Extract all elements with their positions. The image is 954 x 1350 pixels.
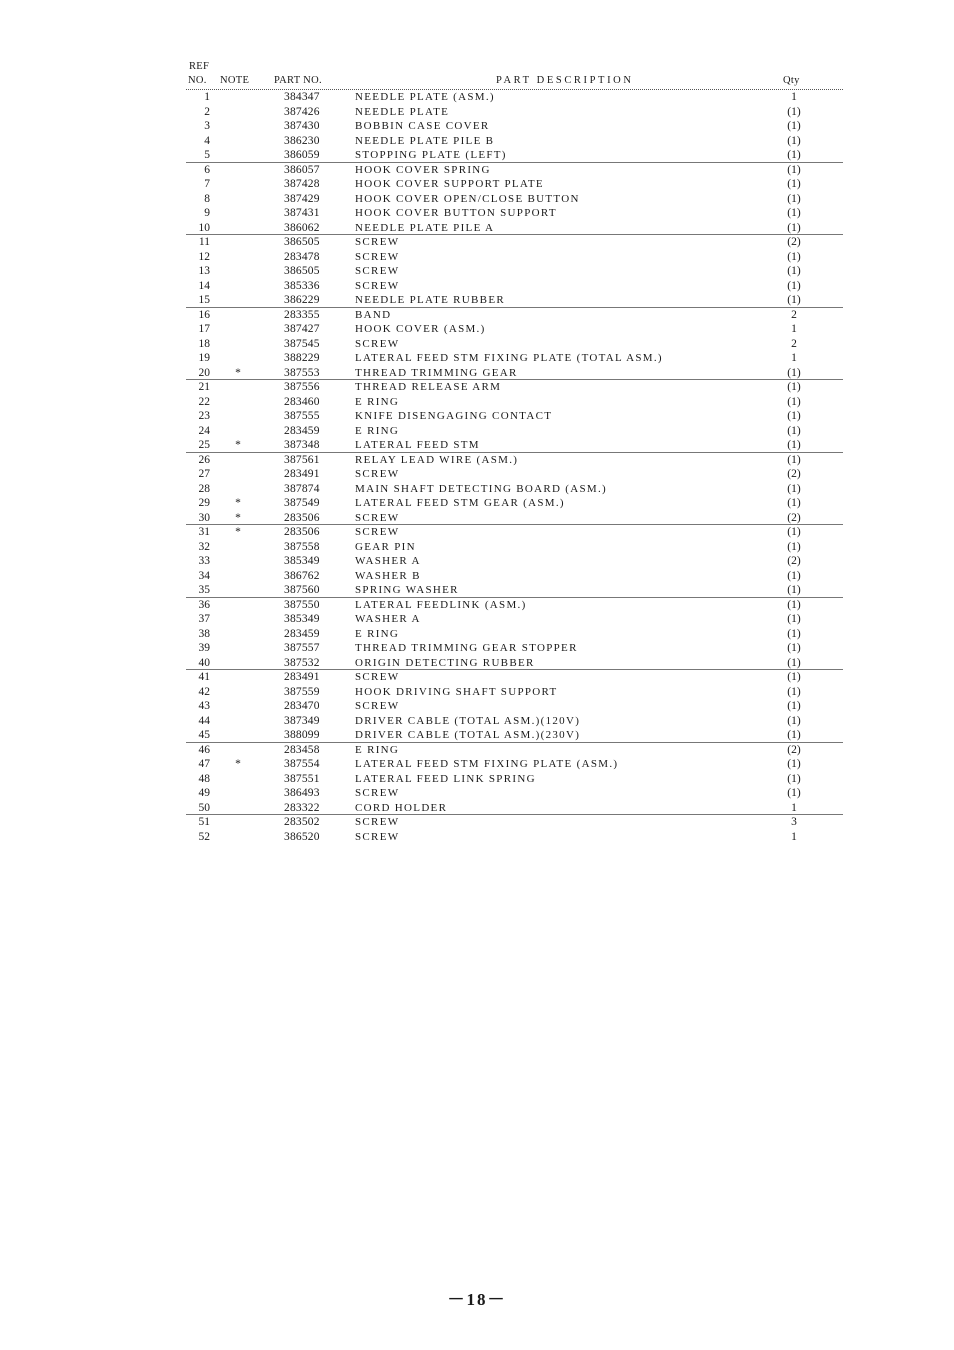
ref-number: 34 bbox=[198, 569, 210, 582]
ref-number: 24 bbox=[198, 424, 210, 437]
quantity: (1) bbox=[787, 497, 801, 509]
part-number: 283459 bbox=[284, 627, 320, 640]
table-row bbox=[186, 293, 843, 308]
table-row bbox=[186, 105, 843, 120]
quantity: (1) bbox=[787, 642, 801, 654]
part-number: 387349 bbox=[284, 714, 320, 727]
table-row bbox=[186, 119, 843, 134]
table-row bbox=[186, 482, 843, 497]
part-description: MAIN SHAFT DETECTING BOARD (ASM.) bbox=[355, 482, 608, 495]
table-row bbox=[186, 583, 843, 598]
part-number: 283355 bbox=[284, 308, 320, 321]
part-description: SCREW bbox=[355, 236, 400, 248]
note-mark: * bbox=[235, 439, 241, 451]
quantity: (1) bbox=[787, 627, 801, 640]
part-number: 387549 bbox=[284, 497, 320, 509]
ref-number: 23 bbox=[198, 410, 210, 422]
part-number: 387558 bbox=[284, 540, 320, 553]
quantity: 1 bbox=[791, 352, 797, 364]
part-number: 387874 bbox=[284, 482, 320, 495]
part-number: 283478 bbox=[284, 250, 320, 263]
part-description: HOOK COVER OPEN/CLOSE BUTTON bbox=[355, 192, 580, 205]
part-description: SCREW bbox=[355, 526, 400, 538]
part-number: 386059 bbox=[284, 149, 320, 161]
ref-label: REF bbox=[189, 61, 210, 72]
header-part-no: PART NO. bbox=[274, 75, 322, 86]
table-row bbox=[186, 453, 843, 468]
quantity: (1) bbox=[787, 265, 801, 277]
quantity: (1) bbox=[787, 395, 801, 408]
part-description: DRIVER CABLE (TOTAL ASM.)(230V) bbox=[355, 729, 581, 741]
part-number: 283491 bbox=[284, 671, 320, 683]
quantity: (1) bbox=[787, 671, 801, 683]
table-row bbox=[186, 525, 843, 540]
ref-number: 29 bbox=[198, 497, 210, 509]
quantity: (1) bbox=[787, 729, 801, 741]
part-description: SCREW bbox=[355, 265, 400, 277]
ref-number: 45 bbox=[198, 729, 210, 741]
table-row bbox=[186, 670, 843, 685]
quantity: (1) bbox=[787, 439, 801, 451]
part-number: 386505 bbox=[284, 265, 320, 277]
ref-number: 47 bbox=[198, 758, 210, 770]
ref-number: 49 bbox=[198, 787, 210, 799]
ref-number: 5 bbox=[204, 149, 210, 161]
ref-number: 2 bbox=[204, 105, 210, 118]
table-row bbox=[186, 801, 843, 816]
part-description: THREAD RELEASE ARM bbox=[355, 381, 502, 393]
part-description: HOOK COVER BUTTON SUPPORT bbox=[355, 207, 557, 219]
quantity: (1) bbox=[787, 772, 801, 785]
quantity: (1) bbox=[787, 178, 801, 190]
part-number: 283502 bbox=[284, 816, 320, 828]
table-row bbox=[186, 699, 843, 714]
part-description: LATERAL FEED STM GEAR (ASM.) bbox=[355, 497, 565, 509]
quantity: 2 bbox=[791, 308, 797, 321]
table-row bbox=[186, 467, 843, 482]
part-number: 283459 bbox=[284, 424, 320, 437]
part-description: NEEDLE PLATE bbox=[355, 105, 450, 118]
ref-number: 9 bbox=[204, 207, 210, 219]
note-mark: * bbox=[235, 366, 241, 379]
part-number: 387561 bbox=[284, 453, 320, 466]
table-row bbox=[186, 250, 843, 265]
ref-number: 30 bbox=[198, 511, 210, 524]
ref-number: 18 bbox=[198, 337, 210, 350]
ref-number: 3 bbox=[204, 120, 210, 132]
part-description: HOOK COVER (ASM.) bbox=[355, 323, 486, 335]
ref-number: 39 bbox=[198, 642, 210, 654]
quantity: (1) bbox=[787, 163, 801, 176]
part-number: 388099 bbox=[284, 729, 320, 741]
table-row bbox=[186, 148, 843, 163]
table-row bbox=[186, 830, 843, 845]
part-description: SCREW bbox=[355, 787, 400, 799]
quantity: (2) bbox=[787, 511, 801, 524]
ref-number: 44 bbox=[198, 714, 210, 727]
part-number: 387556 bbox=[284, 381, 320, 393]
part-number: 387428 bbox=[284, 178, 320, 190]
ref-number: 37 bbox=[198, 613, 210, 625]
ref-number: 36 bbox=[198, 598, 210, 611]
part-description: HOOK DRIVING SHAFT SUPPORT bbox=[355, 685, 558, 698]
table-row bbox=[186, 134, 843, 149]
table-row bbox=[186, 264, 843, 279]
ref-number: 52 bbox=[198, 830, 210, 843]
part-number: 387429 bbox=[284, 192, 320, 205]
table-row bbox=[186, 511, 843, 526]
part-number: 283460 bbox=[284, 395, 320, 408]
part-description: LATERAL FEEDLINK (ASM.) bbox=[355, 598, 527, 611]
part-description: BAND bbox=[355, 308, 392, 321]
quantity: 1 bbox=[791, 91, 797, 103]
part-description: SCREW bbox=[355, 830, 400, 843]
table-row bbox=[186, 438, 843, 453]
part-number: 283491 bbox=[284, 468, 320, 480]
part-number: 387426 bbox=[284, 105, 320, 118]
table-row bbox=[186, 308, 843, 323]
table-row bbox=[186, 337, 843, 352]
ref-number: 12 bbox=[198, 250, 210, 263]
table-row bbox=[186, 685, 843, 700]
table-row bbox=[186, 627, 843, 642]
header-qty: Qty bbox=[783, 75, 800, 86]
table-row bbox=[186, 322, 843, 337]
table-row bbox=[186, 554, 843, 569]
quantity: (1) bbox=[787, 250, 801, 263]
part-description: SCREW bbox=[355, 337, 400, 350]
ref-number: 38 bbox=[198, 627, 210, 640]
quantity: (1) bbox=[787, 207, 801, 219]
table-row bbox=[186, 728, 843, 743]
part-description: E RING bbox=[355, 395, 400, 408]
quantity: 3 bbox=[791, 816, 797, 828]
part-description: NEEDLE PLATE RUBBER bbox=[355, 294, 505, 306]
note-mark: * bbox=[235, 526, 241, 538]
quantity: (2) bbox=[787, 743, 801, 756]
part-number: 388229 bbox=[284, 352, 320, 364]
part-number: 387551 bbox=[284, 772, 320, 785]
part-number: 283458 bbox=[284, 743, 320, 756]
ref-number: 51 bbox=[198, 816, 210, 828]
ref-number: 7 bbox=[204, 178, 210, 190]
part-number: 386229 bbox=[284, 294, 320, 306]
quantity: (1) bbox=[787, 584, 801, 596]
table-header bbox=[186, 74, 843, 90]
table-row bbox=[186, 90, 843, 105]
table-row bbox=[186, 380, 843, 395]
table-row bbox=[186, 235, 843, 250]
part-description: DRIVER CABLE (TOTAL ASM.)(120V) bbox=[355, 714, 581, 727]
part-number: 387550 bbox=[284, 598, 320, 611]
table-row bbox=[186, 177, 843, 192]
ref-number: 22 bbox=[198, 395, 210, 408]
part-description: SCREW bbox=[355, 279, 400, 292]
part-description: THREAD TRIMMING GEAR STOPPER bbox=[355, 642, 578, 654]
note-mark: * bbox=[235, 758, 241, 770]
table-row bbox=[186, 221, 843, 236]
part-number: 283506 bbox=[284, 511, 320, 524]
quantity: (1) bbox=[787, 105, 801, 118]
part-number: 387431 bbox=[284, 207, 320, 219]
part-description: SCREW bbox=[355, 671, 400, 683]
ref-number: 8 bbox=[204, 192, 210, 205]
part-description: E RING bbox=[355, 627, 400, 640]
quantity: 1 bbox=[791, 323, 797, 335]
part-description: LATERAL FEED LINK SPRING bbox=[355, 772, 536, 785]
part-description: SCREW bbox=[355, 700, 400, 712]
part-number: 283470 bbox=[284, 700, 320, 712]
ref-number: 35 bbox=[198, 584, 210, 596]
ref-number: 20 bbox=[198, 366, 210, 379]
part-number: 283322 bbox=[284, 801, 320, 814]
part-description: SCREW bbox=[355, 816, 400, 828]
ref-number: 17 bbox=[198, 323, 210, 335]
page-number: －18－ bbox=[447, 1290, 507, 1309]
part-description: BOBBIN CASE COVER bbox=[355, 120, 490, 132]
ref-number: 14 bbox=[198, 279, 210, 292]
part-number: 387553 bbox=[284, 366, 320, 379]
table-row bbox=[186, 279, 843, 294]
part-number: 386062 bbox=[284, 221, 320, 234]
part-description: SCREW bbox=[355, 468, 400, 480]
part-description: LATERAL FEED STM FIXING PLATE (TOTAL ASM.) bbox=[355, 352, 663, 364]
part-number: 387532 bbox=[284, 656, 320, 669]
quantity: (1) bbox=[787, 700, 801, 712]
part-number: 387557 bbox=[284, 642, 320, 654]
part-number: 386520 bbox=[284, 830, 320, 843]
quantity: 1 bbox=[791, 830, 797, 843]
ref-number: 48 bbox=[198, 772, 210, 785]
table-row bbox=[186, 366, 843, 381]
part-description: KNIFE DISENGAGING CONTACT bbox=[355, 410, 553, 422]
ref-number: 13 bbox=[198, 265, 210, 277]
table-row bbox=[186, 743, 843, 758]
part-number: 385336 bbox=[284, 279, 320, 292]
part-description: WASHER B bbox=[355, 569, 421, 582]
quantity: (1) bbox=[787, 120, 801, 132]
ref-number: 25 bbox=[198, 439, 210, 451]
part-description: LATERAL FEED STM bbox=[355, 439, 480, 451]
part-description: SCREW bbox=[355, 250, 400, 263]
part-number: 387348 bbox=[284, 439, 320, 451]
quantity: 1 bbox=[791, 801, 797, 814]
part-number: 386493 bbox=[284, 787, 320, 799]
part-description: SCREW bbox=[355, 511, 400, 524]
table-row bbox=[186, 424, 843, 439]
table-row bbox=[186, 757, 843, 772]
table-row bbox=[186, 656, 843, 671]
ref-number: 43 bbox=[198, 700, 210, 712]
part-description: CORD HOLDER bbox=[355, 801, 448, 814]
table-row bbox=[186, 409, 843, 424]
part-number: 387559 bbox=[284, 685, 320, 698]
quantity: 2 bbox=[791, 337, 797, 350]
quantity: (2) bbox=[787, 468, 801, 480]
part-description: NEEDLE PLATE PILE B bbox=[355, 134, 495, 147]
ref-number: 1 bbox=[204, 91, 210, 103]
quantity: (2) bbox=[787, 236, 801, 248]
part-description: STOPPING PLATE (LEFT) bbox=[355, 149, 507, 161]
quantity: (1) bbox=[787, 221, 801, 234]
part-description: LATERAL FEED STM FIXING PLATE (ASM.) bbox=[355, 758, 619, 770]
part-description: RELAY LEAD WIRE (ASM.) bbox=[355, 453, 519, 466]
ref-number: 26 bbox=[198, 453, 210, 466]
part-description: NEEDLE PLATE (ASM.) bbox=[355, 91, 495, 103]
note-mark: * bbox=[235, 511, 241, 524]
ref-number: 28 bbox=[198, 482, 210, 495]
quantity: (1) bbox=[787, 569, 801, 582]
table-row bbox=[186, 714, 843, 729]
part-number: 386230 bbox=[284, 134, 320, 147]
quantity: (1) bbox=[787, 685, 801, 698]
ref-number: 6 bbox=[204, 163, 210, 176]
ref-number: 41 bbox=[198, 671, 210, 683]
part-description: HOOK COVER SPRING bbox=[355, 163, 491, 176]
part-description: E RING bbox=[355, 743, 400, 756]
table-row bbox=[186, 540, 843, 555]
note-mark: * bbox=[235, 497, 241, 509]
table-row bbox=[186, 496, 843, 511]
quantity: (1) bbox=[787, 526, 801, 538]
part-description: SPRING WASHER bbox=[355, 584, 459, 596]
quantity: (1) bbox=[787, 149, 801, 161]
ref-number: 11 bbox=[198, 236, 210, 248]
part-number: 283506 bbox=[284, 526, 320, 538]
quantity: (1) bbox=[787, 540, 801, 553]
part-description: WASHER A bbox=[355, 613, 421, 625]
quantity: (1) bbox=[787, 482, 801, 495]
quantity: (1) bbox=[787, 192, 801, 205]
table-row bbox=[186, 569, 843, 584]
ref-number: 40 bbox=[198, 656, 210, 669]
ref-number: 33 bbox=[198, 555, 210, 567]
quantity: (1) bbox=[787, 410, 801, 422]
ref-number: 4 bbox=[204, 134, 210, 147]
part-number: 386762 bbox=[284, 569, 320, 582]
ref-number: 21 bbox=[198, 381, 210, 393]
part-description: E RING bbox=[355, 424, 400, 437]
quantity: (1) bbox=[787, 424, 801, 437]
part-number: 387560 bbox=[284, 584, 320, 596]
ref-number: 16 bbox=[198, 308, 210, 321]
part-number: 387545 bbox=[284, 337, 320, 350]
quantity: (1) bbox=[787, 598, 801, 611]
header-part-description: PART DESCRIPTION bbox=[496, 75, 634, 86]
part-number: 384347 bbox=[284, 91, 320, 103]
table-row bbox=[186, 815, 843, 830]
part-number: 387555 bbox=[284, 410, 320, 422]
quantity: (1) bbox=[787, 294, 801, 306]
quantity: (1) bbox=[787, 656, 801, 669]
ref-number: 10 bbox=[198, 221, 210, 234]
ref-number: 50 bbox=[198, 801, 210, 814]
part-description: WASHER A bbox=[355, 555, 421, 567]
part-number: 387554 bbox=[284, 758, 320, 770]
ref-number: 19 bbox=[198, 352, 210, 364]
parts-table-body bbox=[186, 90, 843, 844]
quantity: (1) bbox=[787, 366, 801, 379]
part-number: 385349 bbox=[284, 613, 320, 625]
table-row bbox=[186, 772, 843, 787]
ref-number: 31 bbox=[198, 526, 210, 538]
part-description: GEAR PIN bbox=[355, 540, 416, 553]
quantity: (1) bbox=[787, 381, 801, 393]
table-row bbox=[186, 786, 843, 801]
ref-number: 15 bbox=[198, 294, 210, 306]
table-row bbox=[186, 641, 843, 656]
table-row bbox=[186, 163, 843, 178]
part-number: 385349 bbox=[284, 555, 320, 567]
table-row bbox=[186, 598, 843, 613]
part-number: 386057 bbox=[284, 163, 320, 176]
table-row bbox=[186, 612, 843, 627]
part-number: 387430 bbox=[284, 120, 320, 132]
quantity: (1) bbox=[787, 787, 801, 799]
part-description: ORIGIN DETECTING RUBBER bbox=[355, 656, 535, 669]
part-number: 387427 bbox=[284, 323, 320, 335]
quantity: (2) bbox=[787, 555, 801, 567]
quantity: (1) bbox=[787, 613, 801, 625]
ref-number: 27 bbox=[198, 468, 210, 480]
table-row bbox=[186, 192, 843, 207]
header-note: NOTE bbox=[220, 75, 250, 86]
table-row bbox=[186, 395, 843, 410]
quantity: (1) bbox=[787, 279, 801, 292]
table-row bbox=[186, 351, 843, 366]
part-description: HOOK COVER SUPPORT PLATE bbox=[355, 178, 544, 190]
ref-number: 32 bbox=[198, 540, 210, 553]
ref-number: 46 bbox=[198, 743, 210, 756]
quantity: (1) bbox=[787, 453, 801, 466]
table-row bbox=[186, 206, 843, 221]
quantity: (1) bbox=[787, 134, 801, 147]
quantity: (1) bbox=[787, 714, 801, 727]
ref-number: 42 bbox=[198, 685, 210, 698]
part-number: 386505 bbox=[284, 236, 320, 248]
part-description: NEEDLE PLATE PILE A bbox=[355, 221, 495, 234]
part-description: THREAD TRIMMING GEAR bbox=[355, 366, 518, 379]
header-no: NO. bbox=[188, 75, 207, 86]
quantity: (1) bbox=[787, 758, 801, 770]
